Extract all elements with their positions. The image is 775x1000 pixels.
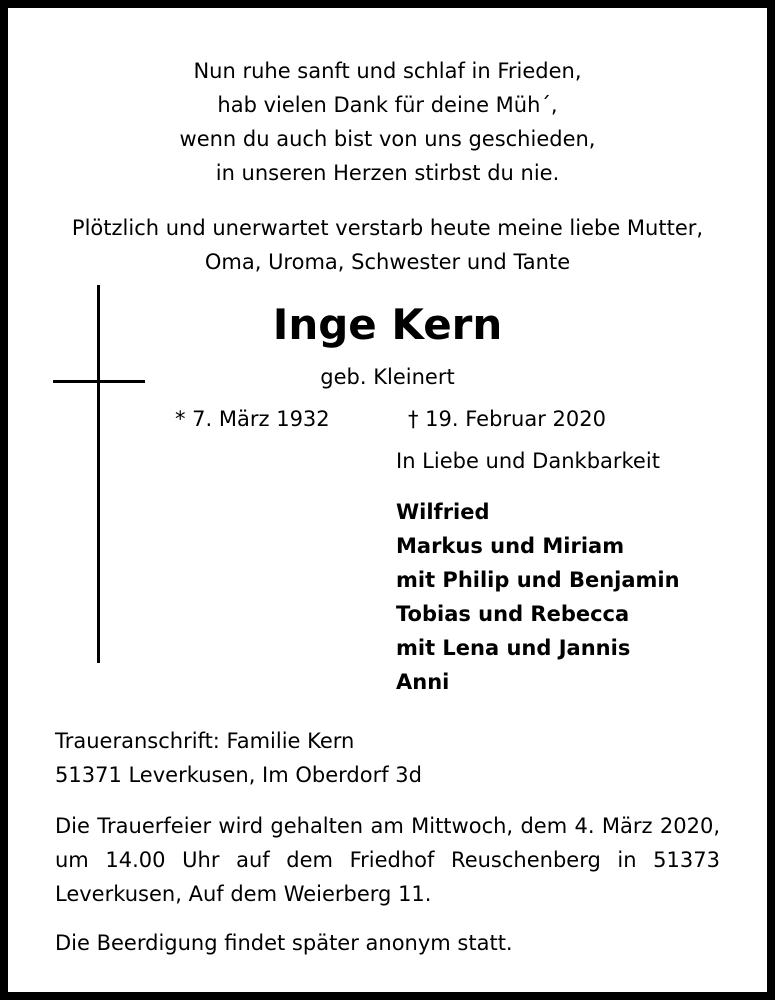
family-member: Wilfried: [396, 500, 490, 524]
poem-line: hab vielen Dank für deine Müh´,: [217, 93, 558, 117]
deceased-name: Inge Kern: [272, 300, 503, 349]
burial-note: Die Beerdigung findet später anonym statt.: [55, 931, 513, 955]
intro-text: [8, 211, 767, 279]
poem-line: wenn du auch bist von uns geschieden,: [179, 127, 596, 151]
address-line: 51371 Leverkusen, Im Oberdorf 3d: [55, 763, 422, 787]
family-member: Anni: [396, 670, 450, 694]
family-list: [396, 495, 680, 699]
poem-line: in unseren Herzen stirbst du nie.: [215, 161, 560, 185]
ceremony-details: Die Trauerfeier wird gehalten am Mittwoch, dem 4. März 2020, um 14.00 Uhr auf dem Friedhof Reuschenberg in 51373 Leverkusen, Auf dem Weierberg 11.: [55, 814, 720, 906]
mourning-address: [55, 724, 422, 792]
family-member: Tobias und Rebecca: [396, 602, 630, 626]
family-member: Markus und Miriam: [396, 534, 625, 558]
intro-line: Plötzlich und unerwartet verstarb heute meine liebe Mutter,: [71, 216, 704, 240]
birth-date: * 7. März 1932: [175, 407, 330, 431]
death-date: † 19. Februar 2020: [408, 407, 606, 431]
address-line: Traueranschrift: Familie Kern: [55, 729, 355, 753]
intro-line: Oma, Uroma, Schwester und Tante: [204, 250, 571, 274]
poem-line: Nun ruhe sanft und schlaf in Frieden,: [193, 59, 582, 83]
maiden-name: geb. Kleinert: [320, 365, 455, 389]
family-member: mit Lena und Jannis: [396, 636, 631, 660]
closing-phrase: In Liebe und Dankbarkeit: [396, 449, 660, 473]
family-member: mit Philip und Benjamin: [396, 568, 680, 592]
poem: [8, 54, 767, 190]
